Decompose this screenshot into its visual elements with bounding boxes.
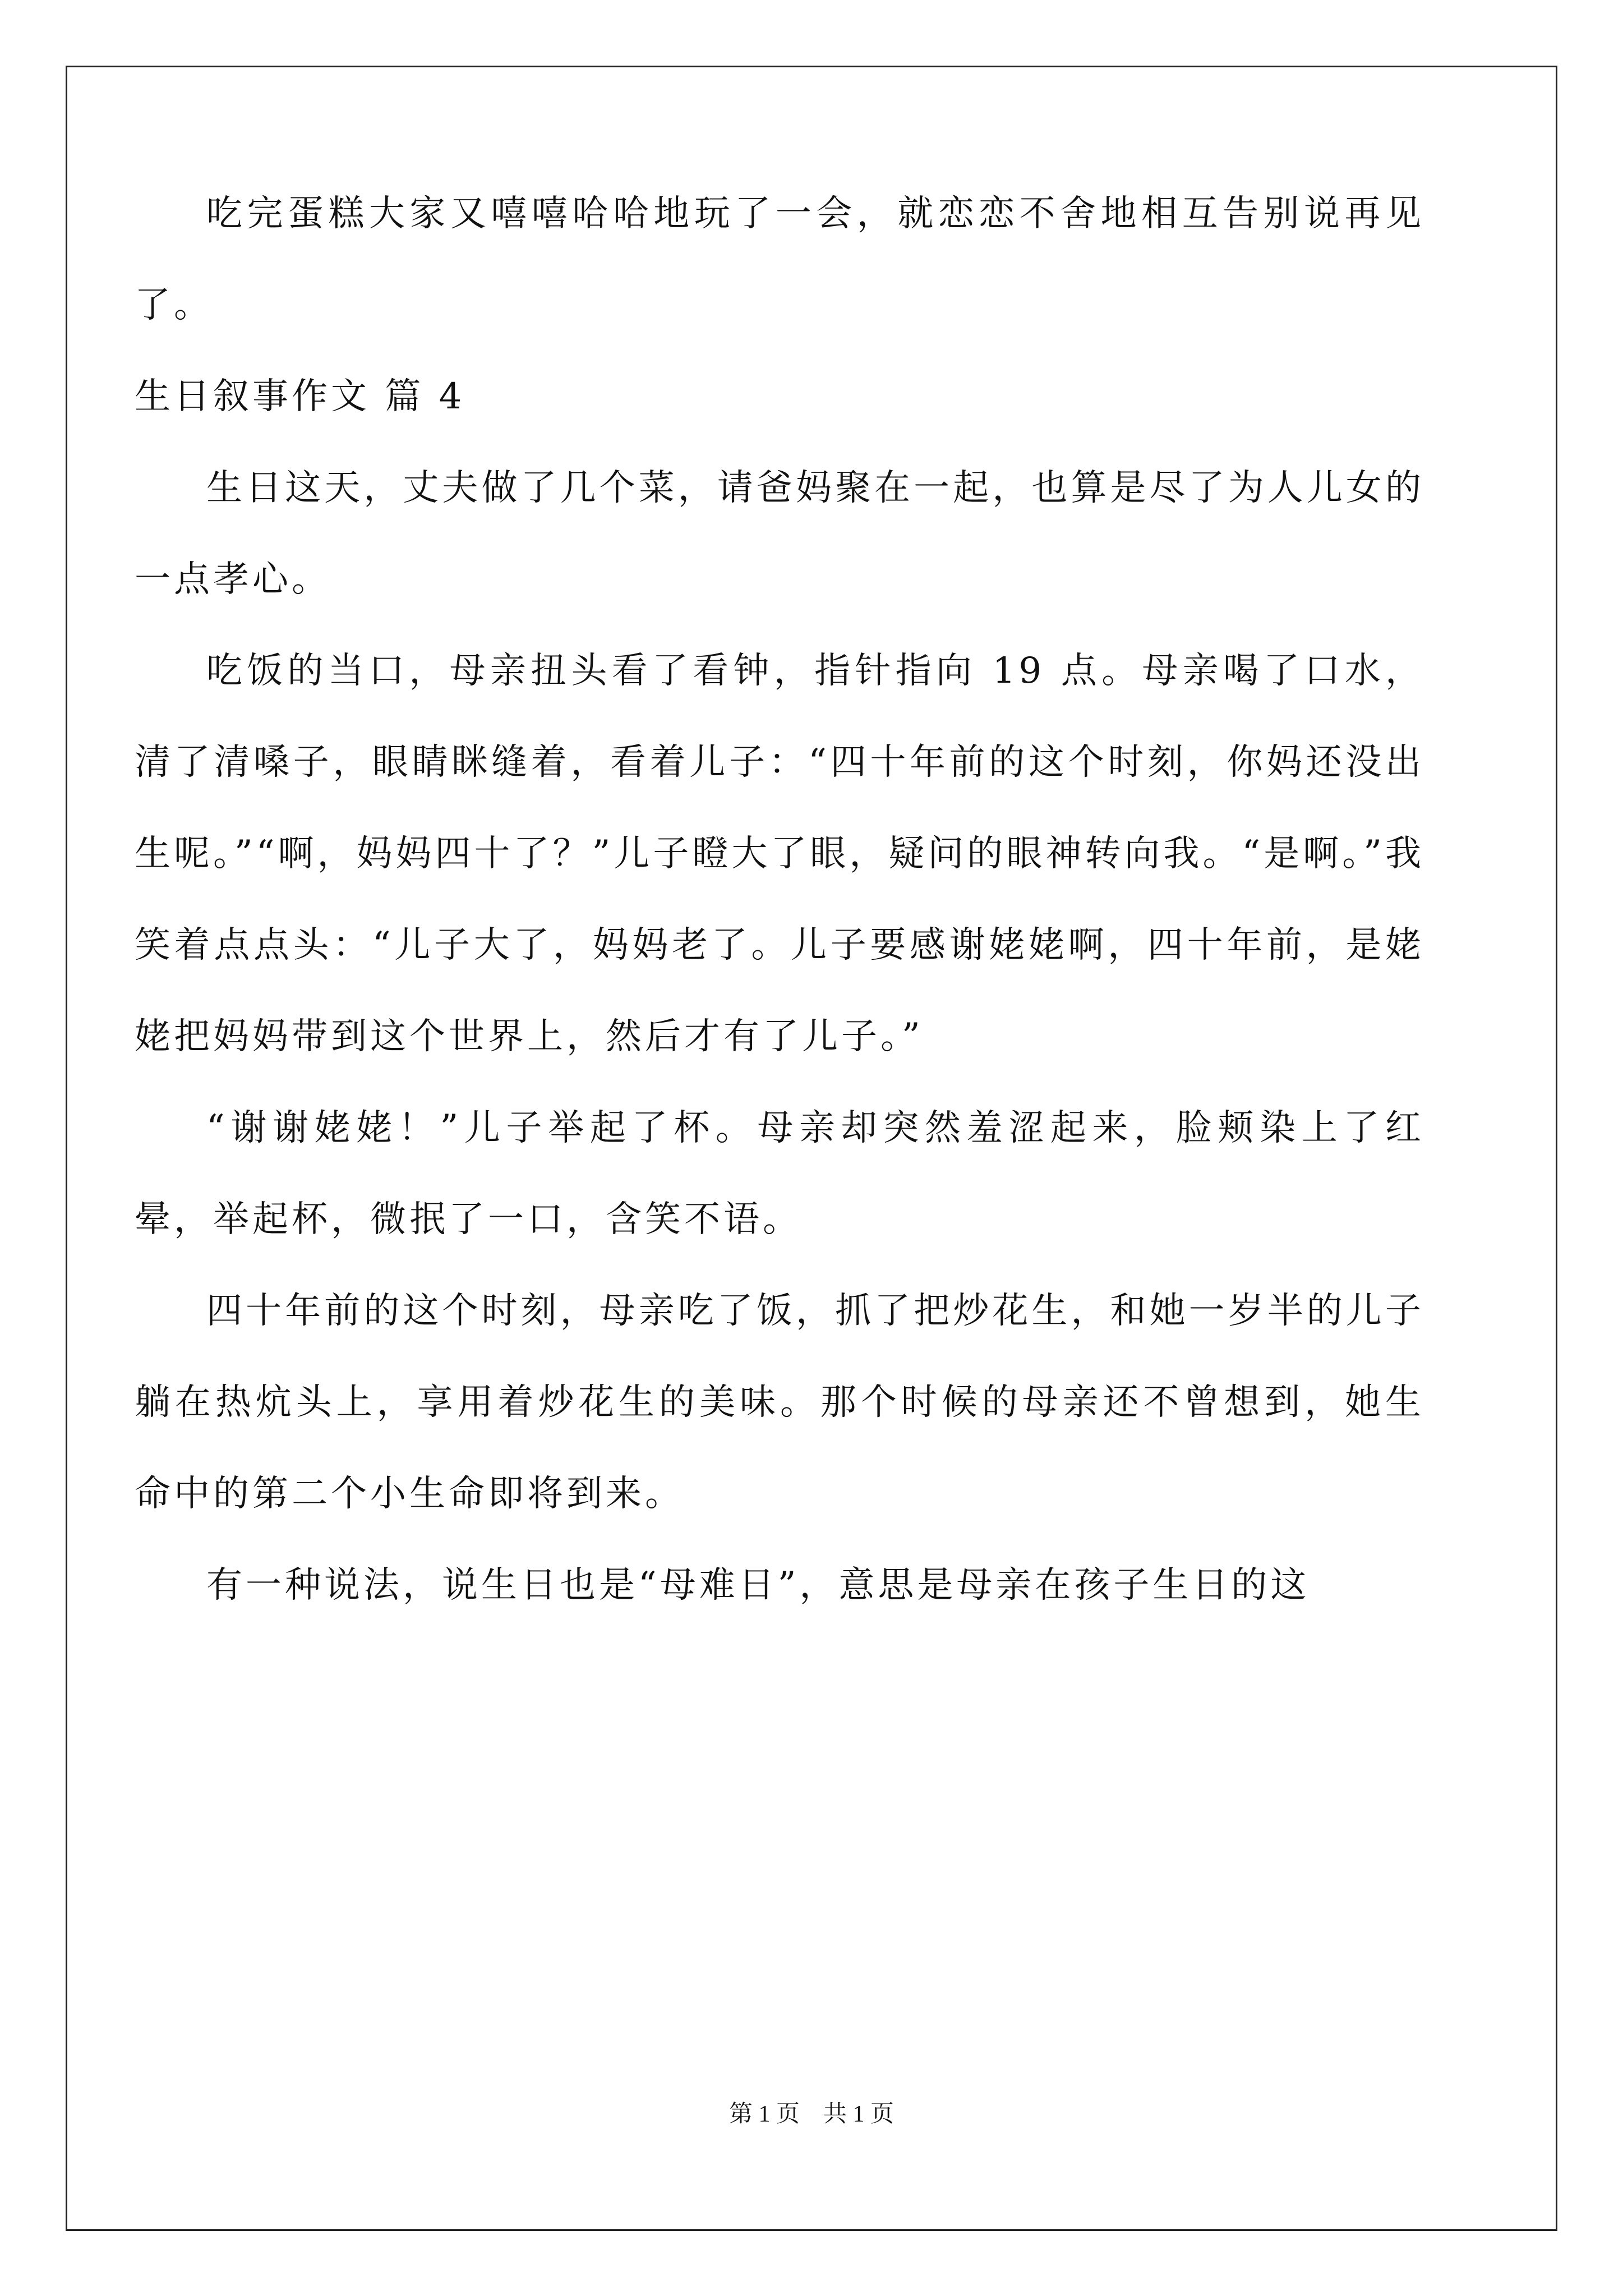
document-body bbox=[135, 168, 1424, 1631]
section-heading: 生日叙事作文 篇 4 bbox=[135, 376, 465, 417]
page-number-footer: 第 1 页 共 1 页 bbox=[728, 2101, 894, 2127]
paragraph: 吃完蛋糕大家又嘻嘻哈哈地玩了一会，就恋恋不舍地相互告别说再见了。 bbox=[135, 193, 1424, 326]
paragraph: 生日这天，丈夫做了几个菜，请爸妈聚在一起，也算是尽了为人儿女的一点孝心。 bbox=[135, 467, 1424, 600]
paragraph: 有一种说法，说生日也是“母难日”，意思是母亲在孩子生日的这 bbox=[206, 1565, 1310, 1606]
paragraph: 四十年前的这个时刻，母亲吃了饭，抓了把炒花生，和她一岁半的儿子躺在热炕头上，享用着炒花生的美味。那个时候的母亲还不曾想到，她生命中的第二个小生命即将到来。 bbox=[135, 1290, 1424, 1515]
paragraph: 吃饭的当口，母亲扭头看了看钟，指针指向 19 点。母亲喝了口水，清了清嗓子，眼睛眯缝着，看着儿子：“四十年前的这个时刻，你妈还没出生呢。”“啊，妈妈四十了？”儿子瞪大了眼，疑问的眼神转向我。“是啊。”我笑着点点头：“儿子大了，妈妈老了。儿子要感谢姥姥啊，四十年前，是姥姥把妈妈带到这个世界上，然后才有了儿子。” bbox=[135, 650, 1424, 1057]
paragraph: “谢谢姥姥！”儿子举起了杯。母亲却突然羞涩起来，脸颊染上了红晕，举起杯，微抿了一口，含笑不语。 bbox=[135, 1107, 1424, 1240]
